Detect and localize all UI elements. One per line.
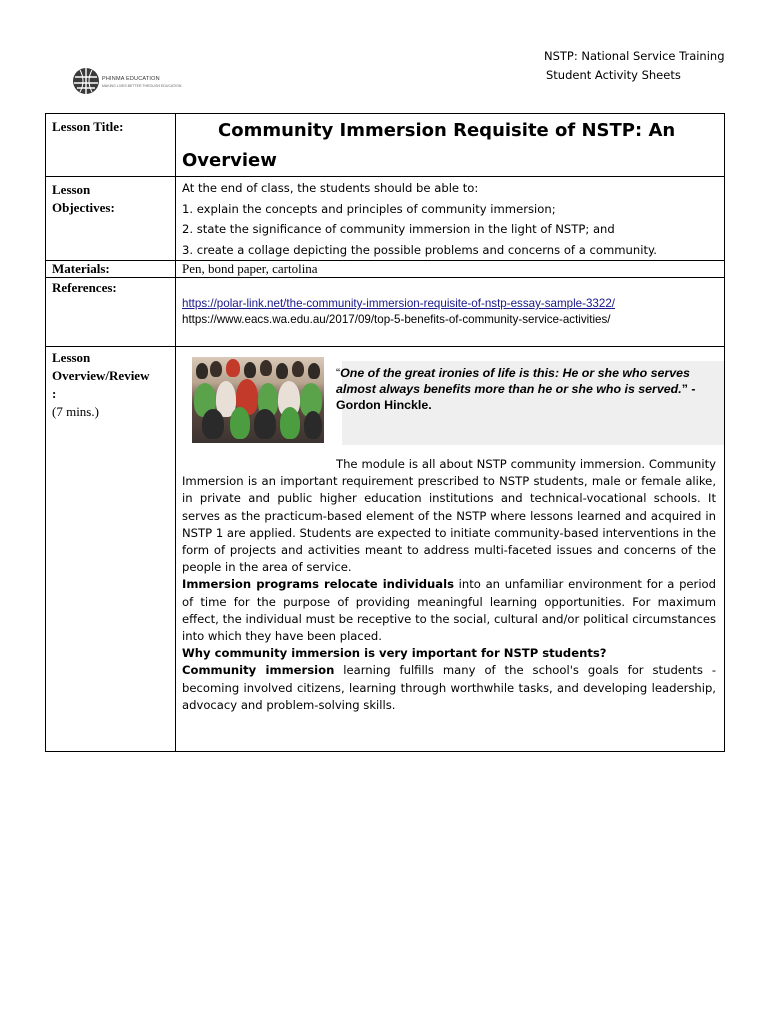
reference-link[interactable]: https://www.eacs.wa.edu.au/2017/09/top-5-benefits-of-community-service-activities/ [182, 313, 611, 326]
overview-content [176, 347, 725, 752]
logo-name: PHINMA EDUCATION [102, 76, 160, 82]
objective-item [182, 199, 718, 220]
objective-item [182, 240, 718, 261]
row-overview [46, 347, 725, 752]
row-materials [46, 261, 725, 278]
overview-label-line1: Lesson [52, 350, 91, 365]
phinma-logo [72, 66, 182, 100]
overview-body [182, 456, 716, 714]
community-group-photo [192, 357, 324, 443]
objectives-label [46, 177, 176, 261]
paragraph-rest: learning fulfills many of the school's goals for students - becoming involved citizens, learning through worthwhile tasks, and developing leadership, advocacy and problem-solving skills. [182, 663, 716, 712]
overview-label-line3: : [52, 386, 57, 401]
lesson-title-line1: Community Immersion Requisite of NSTP: An [218, 120, 676, 141]
objective-number: 3. [182, 242, 194, 257]
quote-close-mark: ” [681, 382, 688, 396]
lesson-title-line2: Overview [182, 150, 277, 171]
hinckley-quote [336, 365, 716, 413]
overview-paragraph [182, 576, 716, 645]
objectives-list [176, 177, 725, 261]
quote-text: One of the great ironies of life is this: He or she who serves almost always benefits more than he or she who is served. [336, 366, 690, 396]
objectives-intro: At the end of class, the students should be able to: [182, 181, 479, 195]
lesson-title [176, 114, 725, 177]
activity-sheet-table [45, 113, 725, 752]
objective-text: explain the concepts and principles of community immersion; [196, 201, 556, 216]
row-references [46, 278, 725, 347]
lesson-title-label: Lesson Title: [46, 114, 176, 177]
header-sheet-type: Student Activity Sheets [546, 68, 681, 82]
overview-question: Why community immersion is very important for NSTP students? [182, 646, 607, 661]
materials-value: Pen, bond paper, cartolina [176, 261, 725, 278]
paragraph-lead: Community immersion [182, 663, 335, 678]
references-label: References: [46, 278, 176, 347]
overview-label [46, 347, 176, 752]
objective-text: state the significance of community immersion in the light of NSTP; and [196, 222, 615, 236]
paragraph-lead: Immersion programs relocate individuals [182, 577, 454, 592]
overview-paragraph [182, 662, 716, 714]
row-lesson-title [46, 114, 725, 177]
overview-paragraph: The module is all about NSTP community immersion. Community Immersion is an important requirement prescribed to NSTP students, male or female alike, in private and public higher education institutions and technical-vocational schools. It serves as the practicum-based element of the NSTP where lessons learned and acquired in NSTP 1 are applied. Students are expected to initiate community-based interventions in the form of projects and activities meant to address multi-faceted issues and concerns of the people in the area of service. [182, 457, 716, 575]
objectives-label-line2: Objectives: [52, 200, 115, 215]
globe-icon [72, 66, 100, 96]
paragraph-rest: into an unfamiliar environment for a period of time for the purpose of providing meaningful learning opportunities. For maximum effect, the individual must be receptive to the social, cultural and/or political circumstances into which they have been placed. [182, 577, 717, 644]
objective-number: 2. [182, 222, 194, 236]
reference-link[interactable]: https://polar-link.net/the-community-immersion-requisite-of-nstp-essay-sample-3322/ [182, 297, 615, 310]
materials-label: Materials: [46, 261, 176, 278]
header-course: NSTP: National Service Training [544, 49, 725, 63]
objective-item [182, 219, 718, 240]
logo-tagline: MAKING LIVES BETTER THROUGH EDUCATION [102, 84, 182, 88]
document-header [544, 47, 725, 85]
references-list [176, 278, 725, 347]
objective-text: create a collage depicting the possible problems and concerns of a community. [196, 242, 657, 257]
row-objectives [46, 177, 725, 261]
quote-open-mark: “ [336, 366, 341, 380]
overview-label-line2: Overview/Review [52, 368, 150, 383]
objective-number: 1. [182, 201, 194, 216]
overview-duration: (7 mins.) [52, 404, 99, 419]
objectives-label-line1: Lesson [52, 182, 91, 197]
quote-author: - Gordon Hinckle. [336, 382, 696, 412]
